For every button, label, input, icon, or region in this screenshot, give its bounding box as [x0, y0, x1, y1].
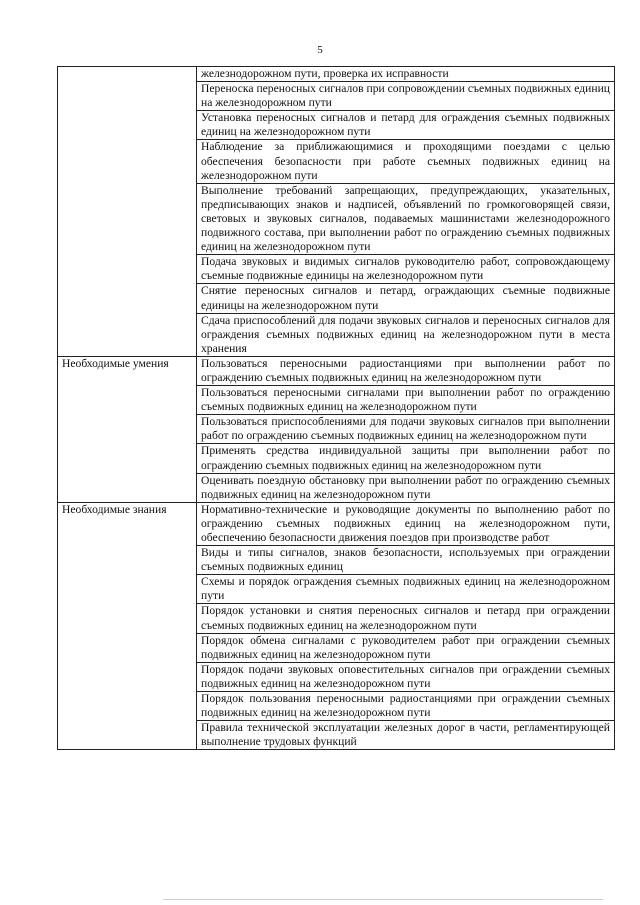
- row-text: Правила технической эксплуатации железных дорог в части, регламентирующей выполнение трудовых функций: [201, 721, 610, 749]
- row-text-cell: [197, 604, 615, 633]
- row-text: Установка переносных сигналов и петард для ограждения съемных подвижных единиц на железнодорожном пути: [201, 111, 610, 139]
- row-text: Сдача приспособлений для подачи звуковых сигналов и переносных сигналов для ограждения съемных подвижных единиц на железнодорожном пути в места хранения: [201, 313, 610, 355]
- row-text-cell: [197, 313, 615, 356]
- row-text: Порядок пользования переносными радиостанциями при ограждении съемных подвижных единиц на железнодорожном пути: [201, 692, 610, 720]
- row-text-cell: [197, 82, 615, 111]
- row-text-cell: [197, 386, 615, 415]
- page-bottom-rule: [163, 899, 603, 900]
- row-text: Виды и типы сигналов, знаков безопасности, используемых при ограждении съемных подвижных единиц: [201, 546, 610, 574]
- row-text: железнодорожном пути, проверка их исправности: [201, 67, 449, 80]
- row-label-cell: [58, 356, 197, 502]
- row-text-cell: [197, 255, 615, 284]
- row-text-cell: [197, 356, 615, 385]
- row-text: Оценивать поездную обстановку при выполнении работ по ограждению съемных подвижных единиц на железнодорожном пути: [201, 473, 610, 501]
- row-text: Применять средства индивидуальной защиты при выполнении работ по ограждению съемных подвижных единиц на железнодорожном пути: [201, 444, 610, 472]
- row-text-cell: [197, 284, 615, 313]
- row-text: Порядок обмена сигналами с руководителем работ при ограждении съемных подвижных единиц на железнодорожном пути: [201, 633, 610, 661]
- row-text: Наблюдение за приближающимися и проходящими поездами с целью обеспечения безопасности при работе съемных подвижных единиц на железнодорожном пути: [201, 140, 610, 182]
- row-text: Нормативно-технические и руководящие документы по выполнению работ по ограждению съемных подвижных единиц на железнодорожном пути, обеспечению безопасности движения поездов при производстве работ: [201, 502, 610, 544]
- row-text: Порядок установки и снятия переносных сигналов и петард при ограждении съемных подвижных единиц на железнодорожном пути: [201, 604, 610, 632]
- row-text-cell: [197, 692, 615, 721]
- table-row: [58, 67, 615, 82]
- row-text: Выполнение требований запрещающих, предупреждающих, указательных, предписывающих знаков и надписей, объявлений по громкоговорящей связи, световых и звуковых сигналов, подаваемых машинистами железнодорожного подвижного состава, при выполнении работ по ограждению съемных подвижных единиц на железнодорожном пути: [201, 183, 610, 254]
- row-text: Пользоваться приспособлениями для подачи звуковых сигналов при выполнении работ по ограждению съемных подвижных единиц на железнодорожном пути: [201, 415, 610, 443]
- row-text-cell: [197, 575, 615, 604]
- row-text-cell: [197, 415, 615, 444]
- row-text: Подача звуковых и видимых сигналов руководителю работ, сопровождающему съемные подвижные единицы на железнодорожном пути: [201, 255, 610, 283]
- row-text-cell: [197, 546, 615, 575]
- row-text: Пользоваться переносными сигналами при выполнении работ по ограждению съемных подвижных единиц на железнодорожном пути: [201, 386, 610, 414]
- row-label-cell: [58, 67, 197, 357]
- row-text: Пользоваться переносными радиостанциями при выполнении работ по ограждению съемных подвижных единиц на железнодорожном пути: [201, 356, 610, 384]
- table-row: [58, 502, 615, 545]
- row-text-cell: [197, 111, 615, 140]
- row-text-cell: [197, 67, 615, 82]
- row-text: Переноска переносных сигналов при сопровождении съемных подвижных единиц на железнодорожном пути: [201, 82, 610, 110]
- row-text-cell: [197, 502, 615, 545]
- skills-label: Необходимые умения: [62, 356, 169, 370]
- row-text-cell: [197, 633, 615, 662]
- row-text-cell: [197, 721, 615, 750]
- row-text: Порядок подачи звуковых оповестительных сигналов при ограждении съемных подвижных единиц на железнодорожном пути: [201, 662, 610, 690]
- row-text: Снятие переносных сигналов и петард, ограждающих съемные подвижные единицы на железнодорожном пути: [201, 284, 610, 312]
- knowledge-label: Необходимые знания: [62, 502, 167, 516]
- row-text-cell: [197, 140, 615, 183]
- row-text-cell: [197, 183, 615, 254]
- row-text-cell: [197, 473, 615, 502]
- row-text: Схемы и порядок ограждения съемных подвижных единиц на железнодорожном пути: [201, 575, 610, 603]
- page-number: 5: [317, 44, 323, 56]
- row-label-cell: [58, 502, 197, 750]
- table-row: [58, 356, 615, 385]
- row-text-cell: [197, 662, 615, 691]
- row-text-cell: [197, 444, 615, 473]
- requirements-table: [57, 66, 615, 750]
